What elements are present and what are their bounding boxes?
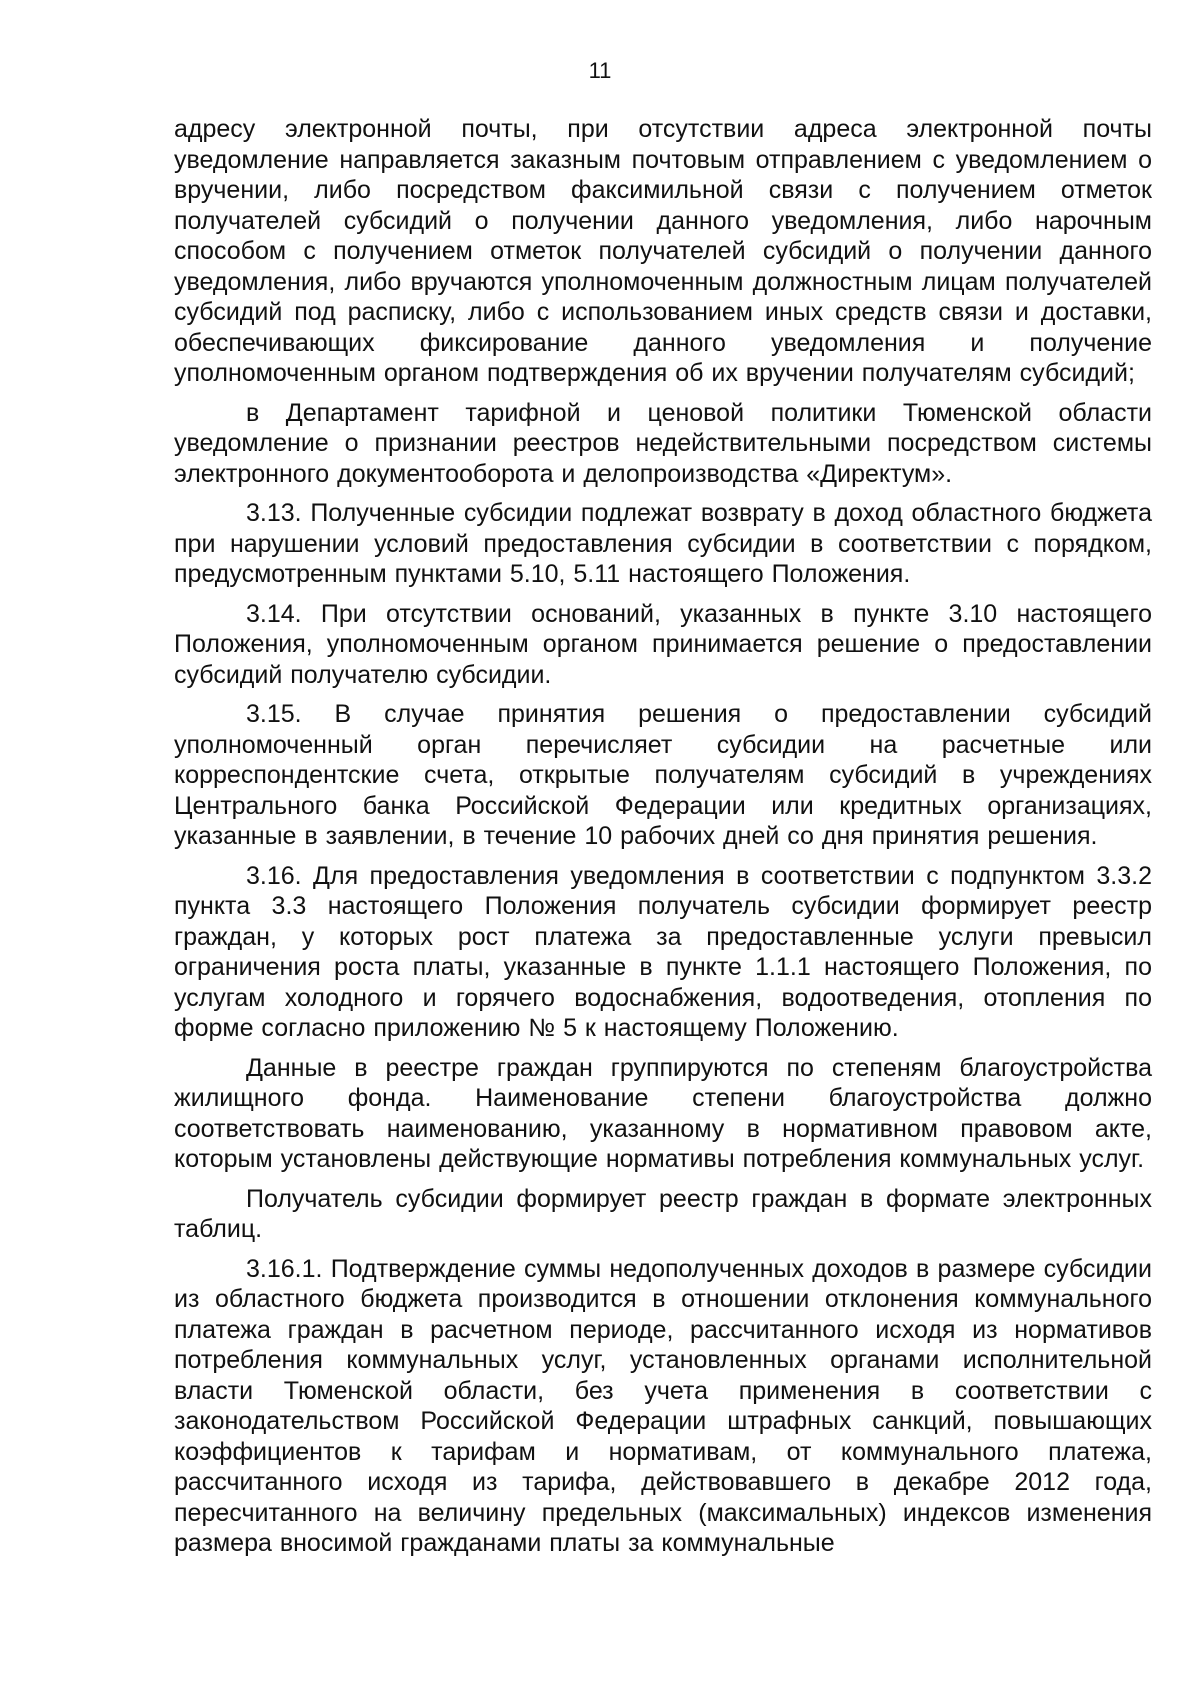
paragraph-clause-3-13: 3.13. Полученные субсидии подлежат возврату в доход областного бюджета при нарушении условий предоставления субсидии в соответствии с порядком, предусмотренным пунктами 5.10, 5.11 настоящего Положения.	[174, 499, 1152, 588]
paragraph-clause-3-14: 3.14. При отсутствии оснований, указанных в пункте 3.10 настоящего Положения, уполномоченным органом принимается решение о предоставлении субсидий получателю субсидии.	[174, 599, 1152, 689]
document-body	[174, 114, 1152, 1559]
paragraph-notification-methods: адресу электронной почты, при отсутствии адреса электронной почты уведомление направляется заказным почтовым отправлением с уведомлением о вручении, либо посредством факсимильной связи с получением отметок получателей субсидий о получении данного уведомления, либо нарочным способом с получением отметок получателей субсидий о получении данного уведомления, либо вручаются уполномоченным должностным лицам получателей субсидий под расписку, либо с использованием иных средств связи и доставки, обеспечивающих фиксирование данного уведомления и получение уполномоченным органом подтверждения об их вручении получателям субсидий;	[174, 115, 1152, 387]
paragraph-clause-3-16-1: 3.16.1. Подтверждение суммы недополученных доходов в размере субсидии из областного бюджета производится в отношении отклонения коммунального платежа граждан в расчетном периоде, рассчитанного исходя из нормативов потребления коммунальных услуг, установленных органами исполнительной власти Тюменской области, без учета применения в соответствии с законодательством Российской Федерации штрафных санкций, повышающих коэффициентов к тарифам и нормативам, от коммунального платежа, рассчитанного исходя из тарифа, действовавшего в декабре 2012 года, пересчитанного на величину предельных (максимальных) индексов изменения размера вносимой гражданами платы за коммунальные	[174, 1254, 1152, 1557]
paragraph-registry-grouping: Данные в реестре граждан группируются по степеням благоустройства жилищного фонда. Наименование степени благоустройства должно соответствовать наименованию, указанному в нормативном правовом акте, которым установлены действующие нормативы потребления коммунальных услуг.	[174, 1053, 1152, 1173]
paragraph-clause-3-15: 3.15. В случае принятия решения о предоставлении субсидий уполномоченный орган перечисляет субсидии на расчетные или корреспондентские счета, открытые получателям субсидий в учреждениях Центрального банка Российской Федерации или кредитных организациях, указанные в заявлении, в течение 10 рабочих дней со дня принятия решения.	[174, 700, 1152, 850]
paragraph-clause-3-16: 3.16. Для предоставления уведомления в соответствии с подпунктом 3.3.2 пункта 3.3 настоящего Положения получатель субсидии формирует реестр граждан, у которых рост платежа за предоставленные услуги превысил ограничения роста платы, указанные в пункте 1.1.1 настоящего Положения, по услугам холодного и горячего водоснабжения, водоотведения, отопления по форме согласно приложению № 5 к настоящему Положению.	[174, 861, 1152, 1042]
paragraph-department-notice: в Департамент тарифной и ценовой политики Тюменской области уведомление о признании реестров недействительными посредством системы электронного документооборота и делопроизводства «Директум».	[174, 398, 1152, 488]
page-number: 11	[588, 58, 612, 83]
paragraph-registry-format: Получатель субсидии формирует реестр граждан в формате электронных таблиц.	[174, 1184, 1152, 1243]
